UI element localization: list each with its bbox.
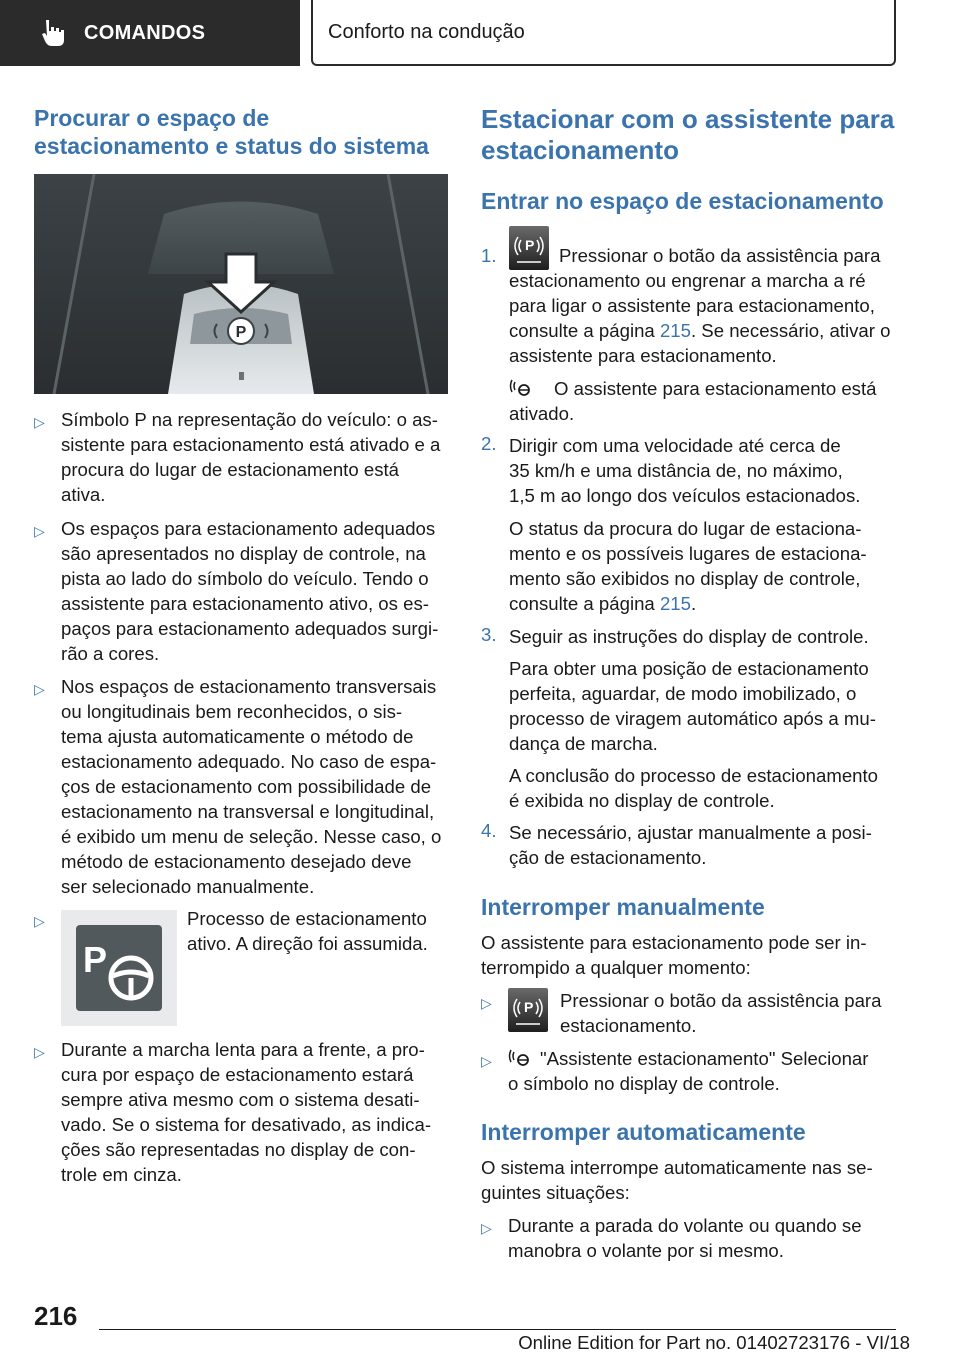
chapter-title: Conforto na condução [311, 0, 896, 66]
text-line: Símbolo P na representação do veículo: o as- [61, 409, 438, 430]
svg-text:P: P [525, 237, 535, 253]
text-line: O status da procura do lugar de estaciona- [509, 518, 862, 539]
bullet-triangle-icon: ▷ [34, 414, 45, 430]
section-tab[interactable] [0, 0, 300, 66]
text-line: "Assistente estacionamento" Selecionar [540, 1048, 869, 1069]
text-line: ções são representadas no display de con- [61, 1139, 416, 1160]
text-line: Para obter uma posição de estacionamento [509, 658, 869, 679]
text-line: 1,5 m ao longo dos veículos estacionados. [509, 485, 861, 506]
text-line: O assistente para estacionamento está [554, 378, 877, 399]
text-line: assistente para estacionamento ativo, os es- [61, 593, 429, 614]
step-1-text [509, 243, 899, 368]
text-line: ativa. [61, 484, 106, 505]
text-line: guintes situações: [481, 1182, 630, 1203]
auto-interrupt-intro [481, 1155, 899, 1205]
text-line: ção de estacionamento. [509, 847, 707, 868]
text-fragment: . [690, 593, 697, 614]
step-2-note [509, 516, 899, 616]
text-line: assistente para estacionamento. [509, 345, 777, 366]
text-line: vado. Se o sistema for desativado, as indica- [61, 1114, 432, 1135]
text-line: Nos espaços de estacionamento transversais [61, 676, 437, 697]
text-line: estacionamento na transversal e longitudinal, [61, 801, 435, 822]
svg-text:P: P [235, 324, 247, 341]
parking-display-image [34, 174, 448, 394]
parking-sensor-icon [509, 378, 533, 398]
bullet-triangle-icon: ▷ [34, 681, 45, 697]
bullet-triangle-icon: ▷ [481, 1053, 492, 1069]
bullet-triangle-icon: ▷ [481, 995, 492, 1011]
bullet-triangle-icon: ▷ [481, 1220, 492, 1236]
text-line: Pressionar o botão da assistência para [559, 245, 881, 266]
text-line: O sistema interrompe automaticamente nas se- [481, 1157, 873, 1178]
text-line: O assistente para estacionamento pode ser in- [481, 932, 867, 953]
bullet-triangle-icon: ▷ [34, 523, 45, 539]
hand-pointer-icon [40, 18, 68, 48]
step-1-note [509, 376, 899, 426]
step-number: 3. [481, 624, 497, 645]
text-line: terrompido a qualquer momento: [481, 957, 751, 978]
text-line: sistente para estacionamento está ativado e a [61, 434, 441, 455]
text-line: são apresentados no display de controle, na [61, 543, 426, 564]
svg-text:P: P [524, 999, 534, 1015]
text-line: processo de viragem automático após a mu- [509, 708, 876, 729]
list-item [481, 988, 899, 1034]
text-line: Os espaços para estacionamento adequados [61, 518, 436, 539]
text-line: ser selecionado manualmente. [61, 876, 315, 897]
text-line: para ligar o assistente para estacionamento, [509, 295, 875, 316]
svg-text:P: P [83, 939, 108, 980]
text-line: método de estacionamento desejado deve [61, 851, 412, 872]
text-line: o símbolo no display de controle. [508, 1073, 780, 1094]
parking-assistant-button-icon[interactable] [508, 988, 548, 1032]
step-number: 1. [481, 245, 497, 266]
step-4-text [509, 820, 899, 870]
left-section-title [34, 104, 448, 160]
text-line: pista ao lado do símbolo do veículo. Tendo o [61, 568, 429, 589]
text-line: ativo. A direção foi assumida. [187, 933, 428, 954]
text-line: procura do lugar de estacionamento está [61, 459, 400, 480]
park-assist-icon [508, 988, 548, 1032]
left-section-title-text: Procurar o espaço de estacionamento e status do sistema [34, 105, 429, 159]
page-link[interactable]: 215 [659, 320, 691, 341]
step-3-note-2 [509, 763, 899, 813]
text-line: é exibida no display de controle. [509, 790, 775, 811]
text-line: perfeita, aguardar, de modo imobilizado, o [509, 683, 857, 704]
manual-interrupt-title: Interromper manualmente [481, 894, 765, 920]
text-line: trole em cinza. [61, 1164, 182, 1185]
manual-interrupt-intro [481, 930, 899, 980]
text-line: Seguir as instruções do display de controle. [509, 626, 869, 647]
text-line: tema ajusta automaticamente o método de [61, 726, 414, 747]
text-line [509, 318, 899, 343]
bullet-triangle-icon: ▷ [34, 913, 45, 929]
text-line: 35 km/h e uma distância de, no máximo, [509, 460, 843, 481]
bullet-triangle-icon: ▷ [34, 1044, 45, 1060]
text-line: ativado. [509, 403, 575, 424]
text-fragment: . Se necessário, ativar o [690, 320, 891, 341]
page-number: 216 [34, 1301, 78, 1331]
text-line: estacionamento ou engrenar a marcha a ré [509, 270, 866, 291]
text-line [509, 591, 899, 616]
text-line: Processo de estacionamento [187, 908, 427, 929]
text-line: Se necessário, ajustar manualmente a posi- [509, 822, 872, 843]
text-line: ou longitudinais bem reconhecidos, o sis- [61, 701, 403, 722]
subsection-title: Entrar no espaço de estacionamento [481, 188, 884, 214]
text-line: cura por espaço de estacionamento estará [61, 1064, 414, 1085]
text-line: rão a cores. [61, 643, 160, 664]
text-line: A conclusão do processo de estacionamento [509, 765, 879, 786]
text-line: estacionamento. [560, 1015, 697, 1036]
text-line: é exibido um menu de seleção. Nesse caso, o [61, 826, 442, 847]
text-line: mento e os possíveis lugares de estaciona- [509, 543, 867, 564]
text-line: sempre ativa mesmo com o sistema desati- [61, 1089, 420, 1110]
right-section-title-text: Estacionar com o assistente para estacionamento [481, 104, 895, 165]
section-tab-label: COMANDOS [84, 21, 206, 44]
text-line: Pressionar o botão da assistência para [560, 990, 882, 1011]
text-fragment: consulte a página [509, 320, 660, 341]
text-line: paços para estacionamento adequados surgi- [61, 618, 439, 639]
footer-divider [99, 1329, 896, 1330]
edition-note: Online Edition for Part no. 01402723176 - VI/18 [518, 1332, 910, 1353]
text-line: mento são exibidos no display de controle, [509, 568, 861, 589]
auto-interrupt-title: Interromper automaticamente [481, 1119, 806, 1145]
text-fragment: consulte a página [509, 593, 660, 614]
text-line: Durante a parada do volante ou quando se [508, 1215, 862, 1236]
parking-steering-icon [61, 910, 177, 1026]
list-item [34, 906, 448, 1026]
text-line: Dirigir com uma velocidade até cerca de [509, 435, 841, 456]
step-number: 4. [481, 820, 497, 841]
step-number: 2. [481, 433, 497, 454]
text-line: dança de marcha. [509, 733, 658, 754]
text-line: estacionamento adequado. No caso de espa- [61, 751, 437, 772]
right-section-title [481, 104, 899, 166]
step-2-text [509, 433, 899, 508]
text-line: Durante a marcha lenta para a frente, a pro- [61, 1039, 425, 1060]
page-link[interactable]: 215 [659, 593, 691, 614]
text-line: manobra o volante por si mesmo. [508, 1240, 784, 1261]
step-3-text [509, 624, 899, 649]
text-line: ços de estacionamento com possibilidade de [61, 776, 432, 797]
step-3-note [509, 656, 899, 756]
